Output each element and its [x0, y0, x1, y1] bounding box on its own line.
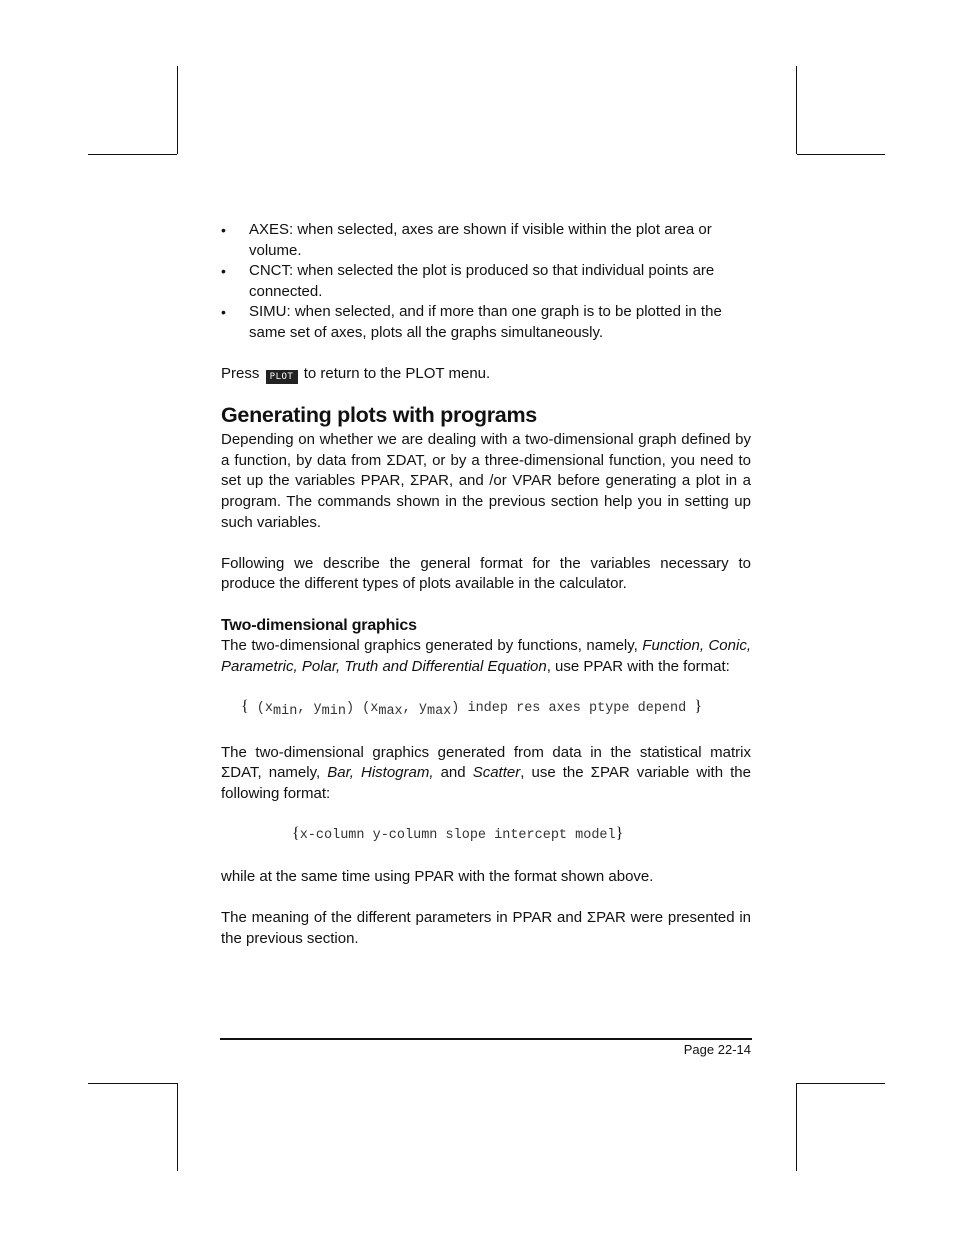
- code-text: , y: [402, 701, 427, 717]
- page-content: [221, 220, 751, 949]
- code-text: , y: [297, 701, 322, 717]
- crop-mark: [177, 1083, 178, 1171]
- list-item: • AXES: when selected, axes are shown if visible within the plot area or volume.: [221, 220, 751, 261]
- paragraph: while at the same time using PPAR with the format shown above.: [221, 868, 654, 886]
- code-text: (x: [248, 701, 273, 717]
- crop-mark: [88, 154, 177, 155]
- option-list: [221, 220, 751, 344]
- press-text: to return to the PLOT menu.: [303, 364, 491, 382]
- crop-mark: [177, 66, 178, 154]
- crop-mark: [796, 66, 797, 154]
- ppar-format-line: [221, 697, 751, 722]
- crop-mark: [797, 154, 885, 155]
- code-text: x-column y-column slope intercept model: [299, 828, 616, 844]
- brace: {: [241, 698, 249, 716]
- text: , use PPAR with the format:: [546, 657, 730, 675]
- page-number: Page 22-14: [683, 1042, 751, 1057]
- text: The two-dimensional graphics generated from data in the statistical matrix ΣDAT, namely,: [221, 743, 751, 782]
- text: , use the ΣPAR variable with the following format:: [221, 764, 751, 802]
- italic-text: Bar, Histogram,: [327, 764, 434, 782]
- paragraph: [221, 636, 751, 677]
- plot-key-icon: PLOT: [266, 370, 298, 384]
- code-text: ) indep res axes ptype depend: [451, 701, 695, 717]
- crop-mark: [797, 1083, 885, 1084]
- press-instruction: [221, 364, 751, 385]
- brace: }: [694, 698, 703, 716]
- code-text: ) (x: [345, 701, 379, 717]
- italic-text: Function, Conic, Parametric, Polar, Truth and Differential Equation: [221, 636, 751, 675]
- paragraph: [221, 743, 751, 805]
- code-subscript: max: [426, 704, 452, 720]
- brace: {: [292, 825, 300, 843]
- crop-mark: [88, 1083, 177, 1084]
- press-text: Press: [221, 364, 260, 382]
- text: and: [433, 764, 473, 782]
- text: The two-dimensional graphics generated by functions, namely,: [221, 636, 643, 654]
- footer-rule: [220, 1038, 752, 1040]
- italic-text: Scatter: [472, 764, 521, 782]
- paragraph: Following we describe the general format for the variables necessary to produce the different types of plots available in the calculator.: [221, 554, 751, 593]
- code-subscript: min: [321, 704, 346, 720]
- subsection-title: Two-dimensional graphics: [221, 616, 417, 634]
- crop-mark: [796, 1083, 797, 1171]
- code-subscript: max: [378, 704, 403, 720]
- brace: }: [615, 825, 624, 843]
- paragraph: Depending on whether we are dealing with a two-dimensional graph defined by a function, by data from ΣDAT, or by a three-dimensional function, you need to set up the variables PPAR, ΣPAR, and /or VPAR before generating a plot in a program. The commands shown in the previous section help you in setting up such variables.: [221, 431, 751, 531]
- paragraph: The meaning of the different parameters in PPAR and ΣPAR were presented in the previous section.: [221, 909, 751, 947]
- list-item: • CNCT: when selected the plot is produced so that individual points are connected.: [221, 261, 751, 302]
- section-title: Generating plots with programs: [221, 403, 537, 428]
- list-item: • SIMU: when selected, and if more than one graph is to be plotted in the same set of axes, plots all the graphs simultaneously.: [221, 302, 751, 343]
- code-subscript: min: [273, 704, 298, 720]
- spar-format-line: [221, 824, 751, 846]
